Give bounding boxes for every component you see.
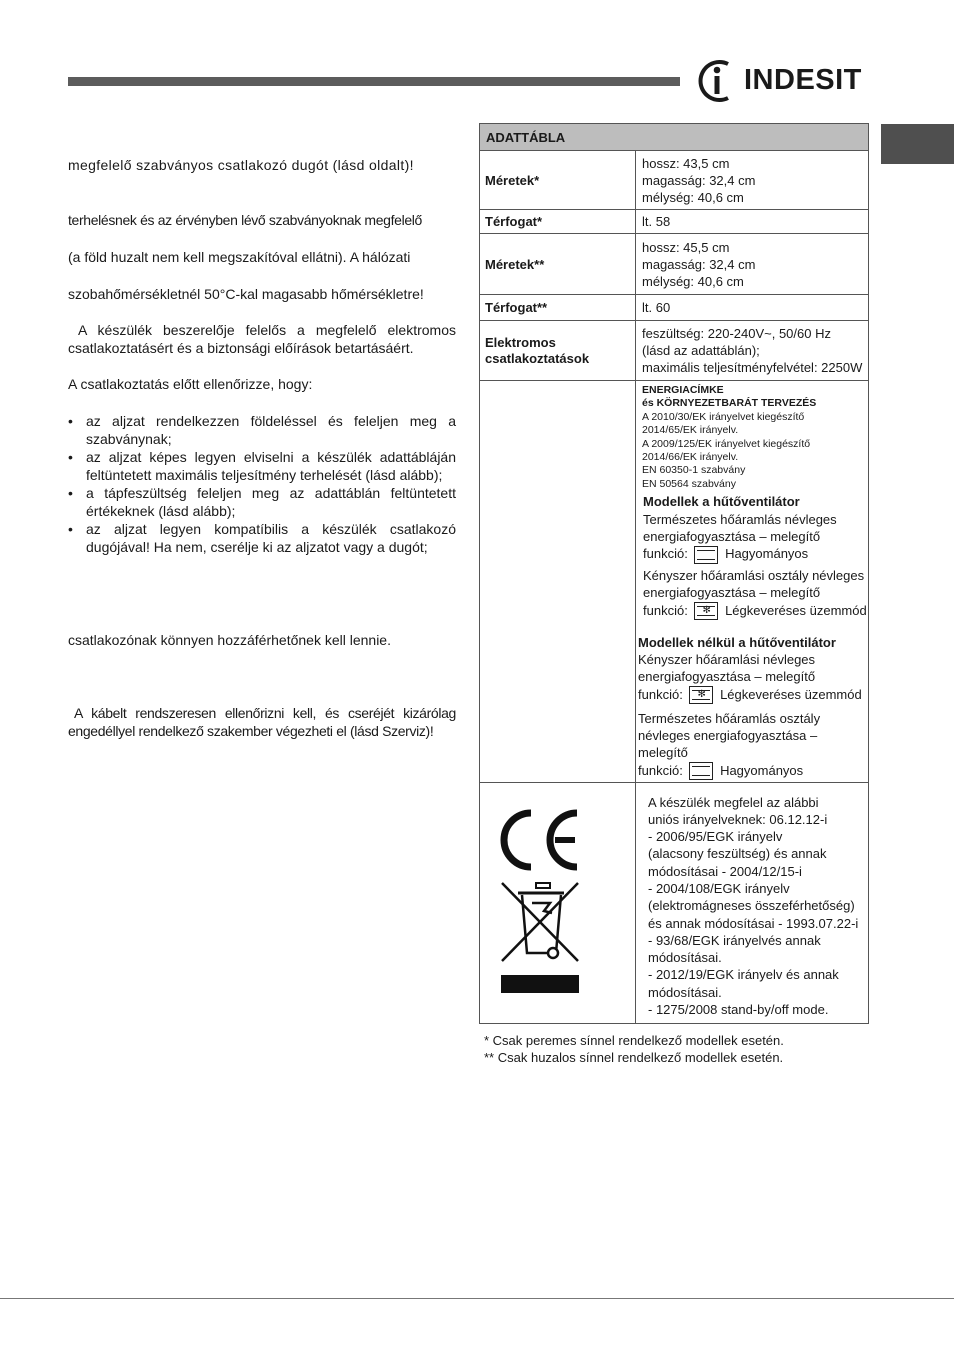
conventional-mode-icon <box>689 762 713 780</box>
brand-i-icon <box>694 58 740 104</box>
energy-label-row <box>480 381 869 783</box>
brand-wordmark: INDESIT <box>744 64 862 96</box>
data-plate-table <box>479 123 869 1024</box>
paragraph: A kábelt rendszeresen ellenőrizni kell, és cseréjét kizárólag engedéllyel rendelkező szakember végezheti el (lásd Szerviz)! <box>68 705 456 739</box>
list-item: • az aljzat legyen kompatíbilis a készülék csatlakozó dugójával! Ha nem, cserélje ki az aljzatot vagy a dugót; <box>68 521 456 555</box>
paragraph: terhelésnek és az érvényben lévő szabványoknak megfelelő <box>68 212 422 228</box>
list-item: • az aljzat képes legyen elviselni a készülék adattábláján feltüntetett maximális teljesítmény terhelését (lásd alább); <box>68 449 456 483</box>
compliance-row <box>480 782 869 1023</box>
bullet-icon: • <box>68 413 73 429</box>
checklist <box>68 412 456 556</box>
language-tab <box>881 124 954 164</box>
table-row <box>480 321 869 381</box>
list-item: • az aljzat rendelkezzen földeléssel és feleljen meg a szabványnak; <box>68 413 456 447</box>
energy-label-cell: ENERGIACÍMKE és KÖRNYEZETBARÁT TERVEZÉS A 2010/30/EK irányelvet kiegészítő 2014/65/EK irányelv. A 2009/125/EK irányelvet kiegészítő 2014/66/EK irányelv. EN 60350-1 szabvány EN 50564 szabvány Modellek a hűtőventilátor Természetes hőáramlás névleges energiafogyasztása – melegítő funkció: Hagyományos Kényszer hőáramlási osztály névleges energiafogyasztása – melegítő funkció: ✻ Légkeveréses üzemmód Modellek nélkül a hűtőventilátor Kényszer hőáramlási névleges energiafogyasztása – melegítő funkció: ✻ Légkeveréses üzemmód Természetes hőáramlás osztály névleges energiafogyasztása – melegítő funkció: Hagyományos <box>636 381 869 783</box>
paragraph: szobahőmérsékletnél 50°C-kal magasabb hőmérsékletre! <box>68 286 424 302</box>
table-row <box>480 210 869 234</box>
conventional-mode-icon <box>694 546 718 564</box>
weee-bin-icon <box>500 881 582 999</box>
paragraph: A csatlakoztatás előtt ellenőrizze, hogy: <box>68 376 313 392</box>
table-row <box>480 295 869 321</box>
list-item: • a tápfeszültség feleljen meg az adattáblán feltüntetett értékeknek (lásd alább); <box>68 485 456 519</box>
function-line: funkció: Hagyományos <box>642 545 868 565</box>
footer-rule <box>0 1298 954 1299</box>
compliance-cell: A készülék megfelel az alábbi uniós irányelveknek: 06.12.12-i - 2006/95/EGK irányelv (alacsony feszültség) és annak módosításai - 2004/12/15-i - 2004/108/EGK irányelv (elektromágneses összeférhetőség) és annak módosításai - 1993.07.22-i - 93/68/EGK irányelvés annak módosításai. - 2012/19/EGK irányelv és annak módosításai. - 1275/2008 stand-by/off mode. <box>636 782 869 1023</box>
ce-mark-icon <box>500 807 580 873</box>
function-line: funkció: ✻ Légkeveréses üzemmód <box>638 686 868 706</box>
table-row <box>480 234 869 295</box>
header-rule <box>68 77 680 86</box>
paragraph: megfelelő szabványos csatlakozó dugót (lásd oldalt)! <box>68 157 414 173</box>
bullet-icon: • <box>68 485 73 501</box>
with-fan-title: Modellek a hűtőventilátor <box>643 494 800 510</box>
fan-mode-icon: ✻ <box>694 602 718 620</box>
row-label: Térfogat* <box>480 210 636 234</box>
bullet-icon: • <box>68 449 73 465</box>
row-label: Elektromos csatlakoztatások <box>480 321 636 381</box>
row-value: lt. 60 <box>636 295 869 321</box>
energy-title: ENERGIACÍMKE <box>642 384 724 396</box>
symbols-cell <box>480 782 636 1023</box>
ecodesign-title: és KÖRNYEZETBARÁT TERVEZÉS <box>642 397 817 410</box>
row-value: hossz: 43,5 cm magasság: 32,4 cm mélység: 40,6 cm <box>636 151 869 210</box>
fan-mode-icon: ✻ <box>689 686 713 704</box>
function-line: funkció: ✻ Légkeveréses üzemmód <box>642 602 868 622</box>
footnote: * Csak peremes sínnel rendelkező modellek esetén. <box>484 1033 784 1048</box>
footnote: ** Csak huzalos sínnel rendelkező modellek esetén. <box>484 1050 784 1065</box>
row-label: Térfogat** <box>480 295 636 321</box>
function-line: funkció: Hagyományos <box>638 762 868 782</box>
table-title: ADATTÁBLA <box>480 124 869 151</box>
table-row <box>480 151 869 210</box>
row-value: hossz: 45,5 cm magasság: 32,4 cm mélység: 40,6 cm <box>636 234 869 295</box>
row-value: feszültség: 220-240V~, 50/60 Hz (lásd az adattáblán); maximális teljesítményfelvétel: 2250W <box>636 321 869 381</box>
row-label: Méretek* <box>480 151 636 210</box>
row-value: lt. 58 <box>636 210 869 234</box>
bullet-icon: • <box>68 521 73 537</box>
brand-logo <box>694 58 874 104</box>
without-fan-title: Modellek nélkül a hűtőventilátor <box>638 634 836 650</box>
paragraph: (a föld huzalt nem kell megszakítóval ellátni). A hálózati <box>68 249 411 265</box>
paragraph: A készülék beszerelője felelős a megfelelő elektromos csatlakoztatásért és a biztonsági előírások betartásáért. <box>68 322 456 356</box>
row-label: Méretek** <box>480 234 636 295</box>
paragraph: csatlakozónak könnyen hozzáférhetőnek kell lennie. <box>68 632 391 648</box>
